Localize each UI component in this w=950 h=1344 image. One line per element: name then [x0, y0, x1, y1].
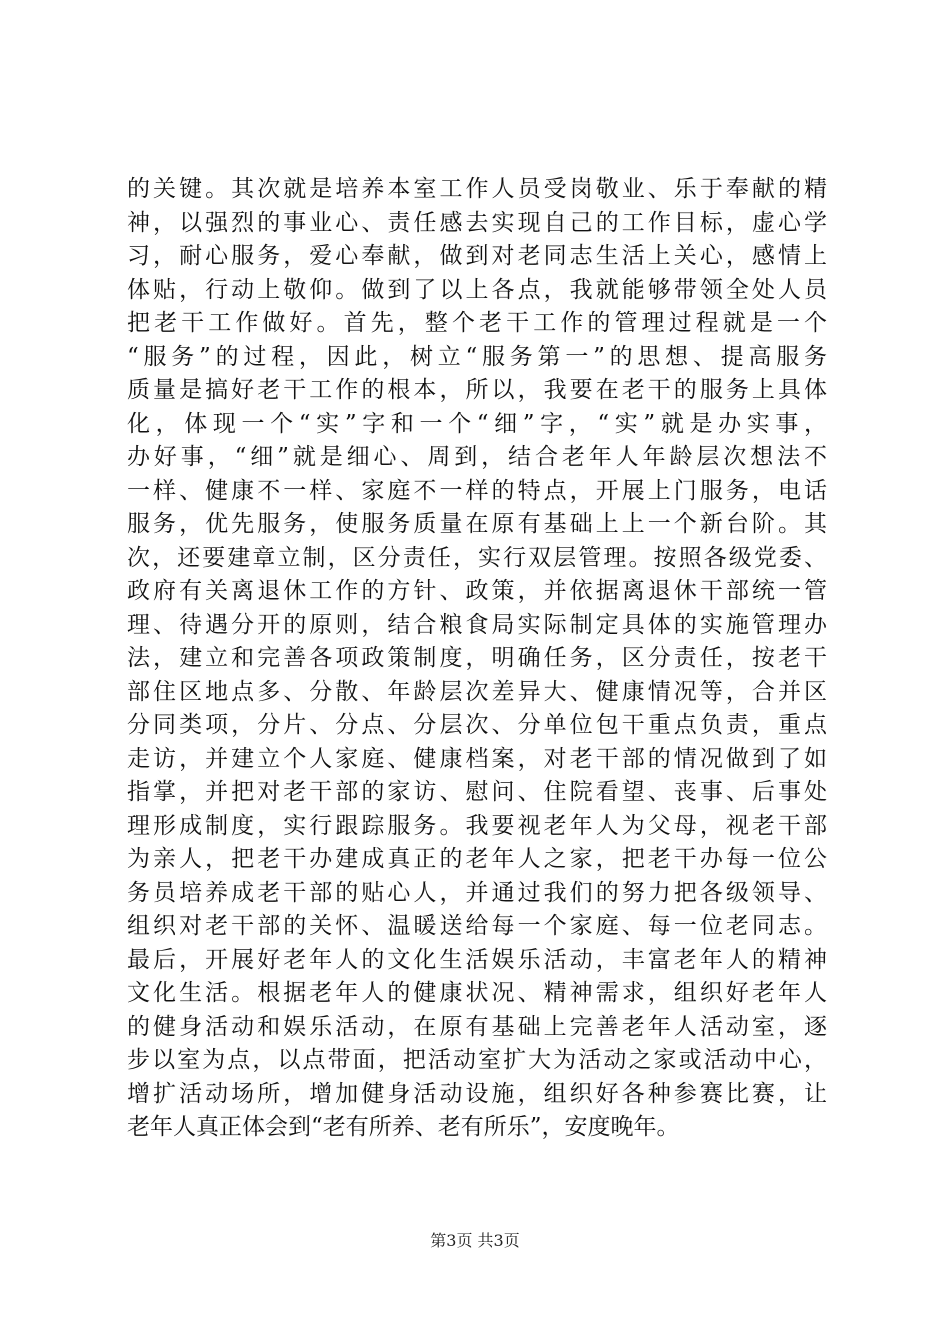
text-line: 理形成制度，实行跟踪服务。我要视老年人为父母，视老干部 — [127, 812, 827, 839]
text-line: 的关键。其次就是培养本室工作人员受岗敬业、乐于奉献的精 — [127, 176, 827, 202]
text-line: 部住区地点多、分散、年龄层次差异大、健康情况等，合并区 — [127, 678, 827, 705]
text-line: 法，建立和完善各项政策制度，明确任务，区分责任，按老干 — [127, 645, 827, 671]
text-line: 为亲人，把老干办建成真正的老年人之家，把老干办每一位公 — [127, 846, 827, 872]
text-line: 办好事，“细”就是细心、周到，结合老年人年龄层次想法不 — [127, 444, 827, 470]
text-line: 增扩活动场所，增加健身活动设施，组织好各种参赛比赛，让 — [127, 1080, 827, 1107]
text-line: 次，还要建章立制，区分责任，实行双层管理。按照各级党委、 — [127, 544, 827, 571]
document-body — [127, 173, 827, 1145]
text-line: 化，体现一个“实”字和一个“细”字，“实”就是办实事， — [127, 410, 827, 437]
text-line: 走访，并建立个人家庭、健康档案，对老干部的情况做到了如 — [127, 745, 827, 772]
text-line: 理、待遇分开的原则，结合粮食局实际制定具体的实施管理办 — [127, 611, 827, 638]
text-line: 务员培养成老干部的贴心人，并通过我们的努力把各级领导、 — [127, 879, 827, 906]
text-line: 最后，开展好老年人的文化生活娱乐活动，丰富老年人的精神 — [127, 946, 827, 973]
text-line: 步以室为点，以点带面，把活动室扩大为活动之家或活动中心， — [127, 1047, 827, 1073]
text-line: 老年人真正体会到“老有所养、老有所乐”，安度晚年。 — [127, 1114, 680, 1140]
text-line: “服务”的过程，因此，树立“服务第一”的思想、提高服务 — [127, 343, 827, 370]
text-line: 把老干工作做好。首先，整个老干工作的管理过程就是一个 — [127, 310, 827, 336]
page-footer: 第3页 共3页 — [430, 1231, 520, 1250]
text-line: 分同类项，分片、分点、分层次、分单位包干重点负责，重点 — [127, 712, 827, 738]
text-line: 的健身活动和娱乐活动，在原有基础上完善老年人活动室，逐 — [127, 1013, 827, 1040]
text-line: 文化生活。根据老年人的健康状况、精神需求，组织好老年人 — [127, 980, 827, 1006]
text-line: 指掌，并把对老干部的家访、慰问、住院看望、丧事、后事处 — [127, 779, 827, 805]
text-line: 质量是搞好老干工作的根本，所以，我要在老干的服务上具体 — [127, 377, 827, 403]
text-line: 习，耐心服务，爱心奉献，做到对老同志生活上关心，感情上 — [127, 243, 827, 269]
text-line: 服务，优先服务，使服务质量在原有基础上上一个新台阶。其 — [127, 511, 827, 537]
text-line: 体贴，行动上敬仰。做到了以上各点，我就能够带领全处人员 — [127, 276, 827, 303]
text-line: 一样、健康不一样、家庭不一样的特点，开展上门服务，电话 — [127, 477, 827, 504]
text-line: 组织对老干部的关怀、温暖送给每一个家庭、每一位老同志。 — [127, 913, 827, 939]
text-line: 政府有关离退休工作的方针、政策，并依据离退休干部统一管 — [127, 578, 827, 604]
text-line: 神，以强烈的事业心、责任感去实现自己的工作目标，虚心学 — [127, 209, 827, 236]
